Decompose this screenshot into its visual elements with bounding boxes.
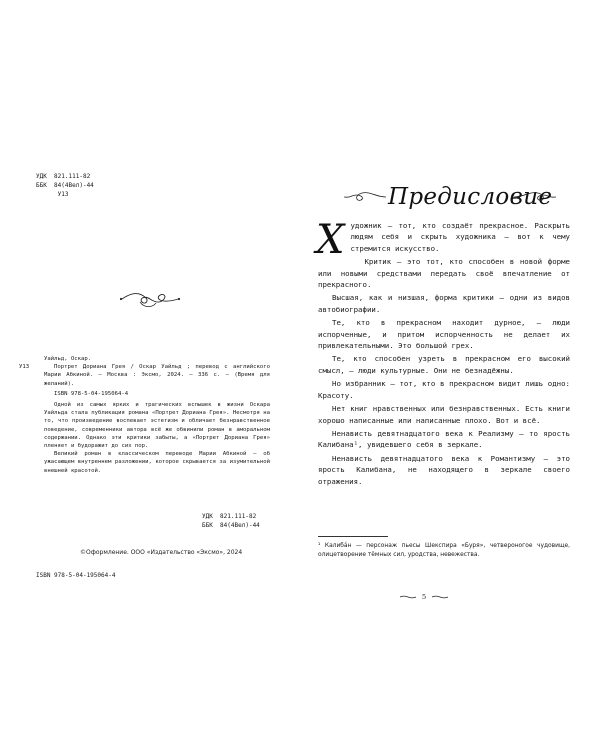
paragraph: Те, кто в прекрасном находит дурное, — люди испорченные, и притом испорченность не делает их привлекательными. Это большой грех. [318, 318, 570, 351]
flourish-ornament-icon [118, 288, 182, 310]
author-sign-line: У13 [36, 191, 69, 198]
paragraph: Ненависть девятнадцатого века к Романтизму — это ярость Калибана, не находящего в зеркале своего отражения. [318, 453, 570, 486]
paragraph: Но избранник — тот, кто в прекрасном видит лишь одно: Красоту. [318, 379, 570, 400]
bbk-line: ББК 84(4Вел)-44 [36, 182, 94, 189]
title-right-flourish-icon [512, 188, 558, 206]
udk-line: УДК 821.111-82 [36, 173, 91, 180]
paragraph: Те, кто способен узреть в прекрасном его высокий смысл, — люди культурные. Они не безнадёжны. [318, 354, 570, 375]
paragraph: Нет книг нравственных или безнравственных. Есть книги хорошо написанные или написанные плохо. Вот и всё. [318, 404, 570, 425]
paragraph: Критик — это тот, кто способен в новой форме или новыми средствами передать своё впечатление от прекрасного. [318, 257, 570, 290]
annotation-paragraph: Одной из самых ярких и трагических вспышек в жизни Оскара Уайльда стала публикация романа «Портрет Дориана Грея». Несмотря на то, что произведение воспевает эстетизм и обличает безнравственное поведение, современники автора всё же обвинили роман в аморальном содержании. Однако эти критики забыты, а «Портрет Дориана Грея» пленяет и будоражит до сих пор. [44, 402, 270, 450]
bibliographic-record [19, 355, 270, 475]
classification-block [36, 172, 94, 199]
footnote-divider [318, 536, 388, 537]
classification-repeat: УДК 821.111-82 ББК 84(4Вел)-44 [202, 513, 260, 529]
title-left-flourish-icon [342, 188, 388, 206]
preface-page [300, 0, 600, 750]
chapter-title: Предисловие [388, 184, 553, 210]
copyright-line: ©Оформление. ООО «Издательство «Эксмо», 2024 [80, 549, 243, 556]
author-sign: У13 [19, 364, 30, 370]
drop-cap: Х [316, 217, 345, 263]
paragraph: Высшая, как и низшая, форма критики — одни из видов автобиографии. [318, 293, 570, 314]
isbn-bottom: ISBN 978-5-04-195064-4 [36, 572, 116, 579]
paragraph: Художник — тот, кто создаёт прекрасное. Раскрыть людям себя и скрыть художника — вот к чему стремится искусство. [316, 217, 570, 263]
paragraph: Ненависть девятнадцатого века к Реализму — то ярость Калибана¹, увидевшего себя в зеркале. [318, 428, 570, 450]
annotation-paragraph: Великий роман в классическом переводе Марии Абкиной — об ужасающем внутреннем разложении, которое скрывается за изумительной внешней красотой. [44, 451, 270, 474]
title-statement: Портрет Дориана Грея / Оскар Уайльд ; перевод с английского Марии Абкиной. — Москва : Эксмо, 2024. — 336 с. — (Время для желаний). [44, 364, 270, 387]
preface-text [316, 217, 570, 489]
author-heading: Уайльд, Оскар. [44, 356, 92, 362]
page-number: 5 [422, 593, 427, 601]
isbn: ISBN 978-5-04-195064-4 [54, 390, 129, 397]
footnote: ¹ Калиба́н — персонаж пьесы Шекспира «Буря», четвероногое чудовище, олицетворение тёмных сил, уродства, невежества. [318, 543, 570, 558]
